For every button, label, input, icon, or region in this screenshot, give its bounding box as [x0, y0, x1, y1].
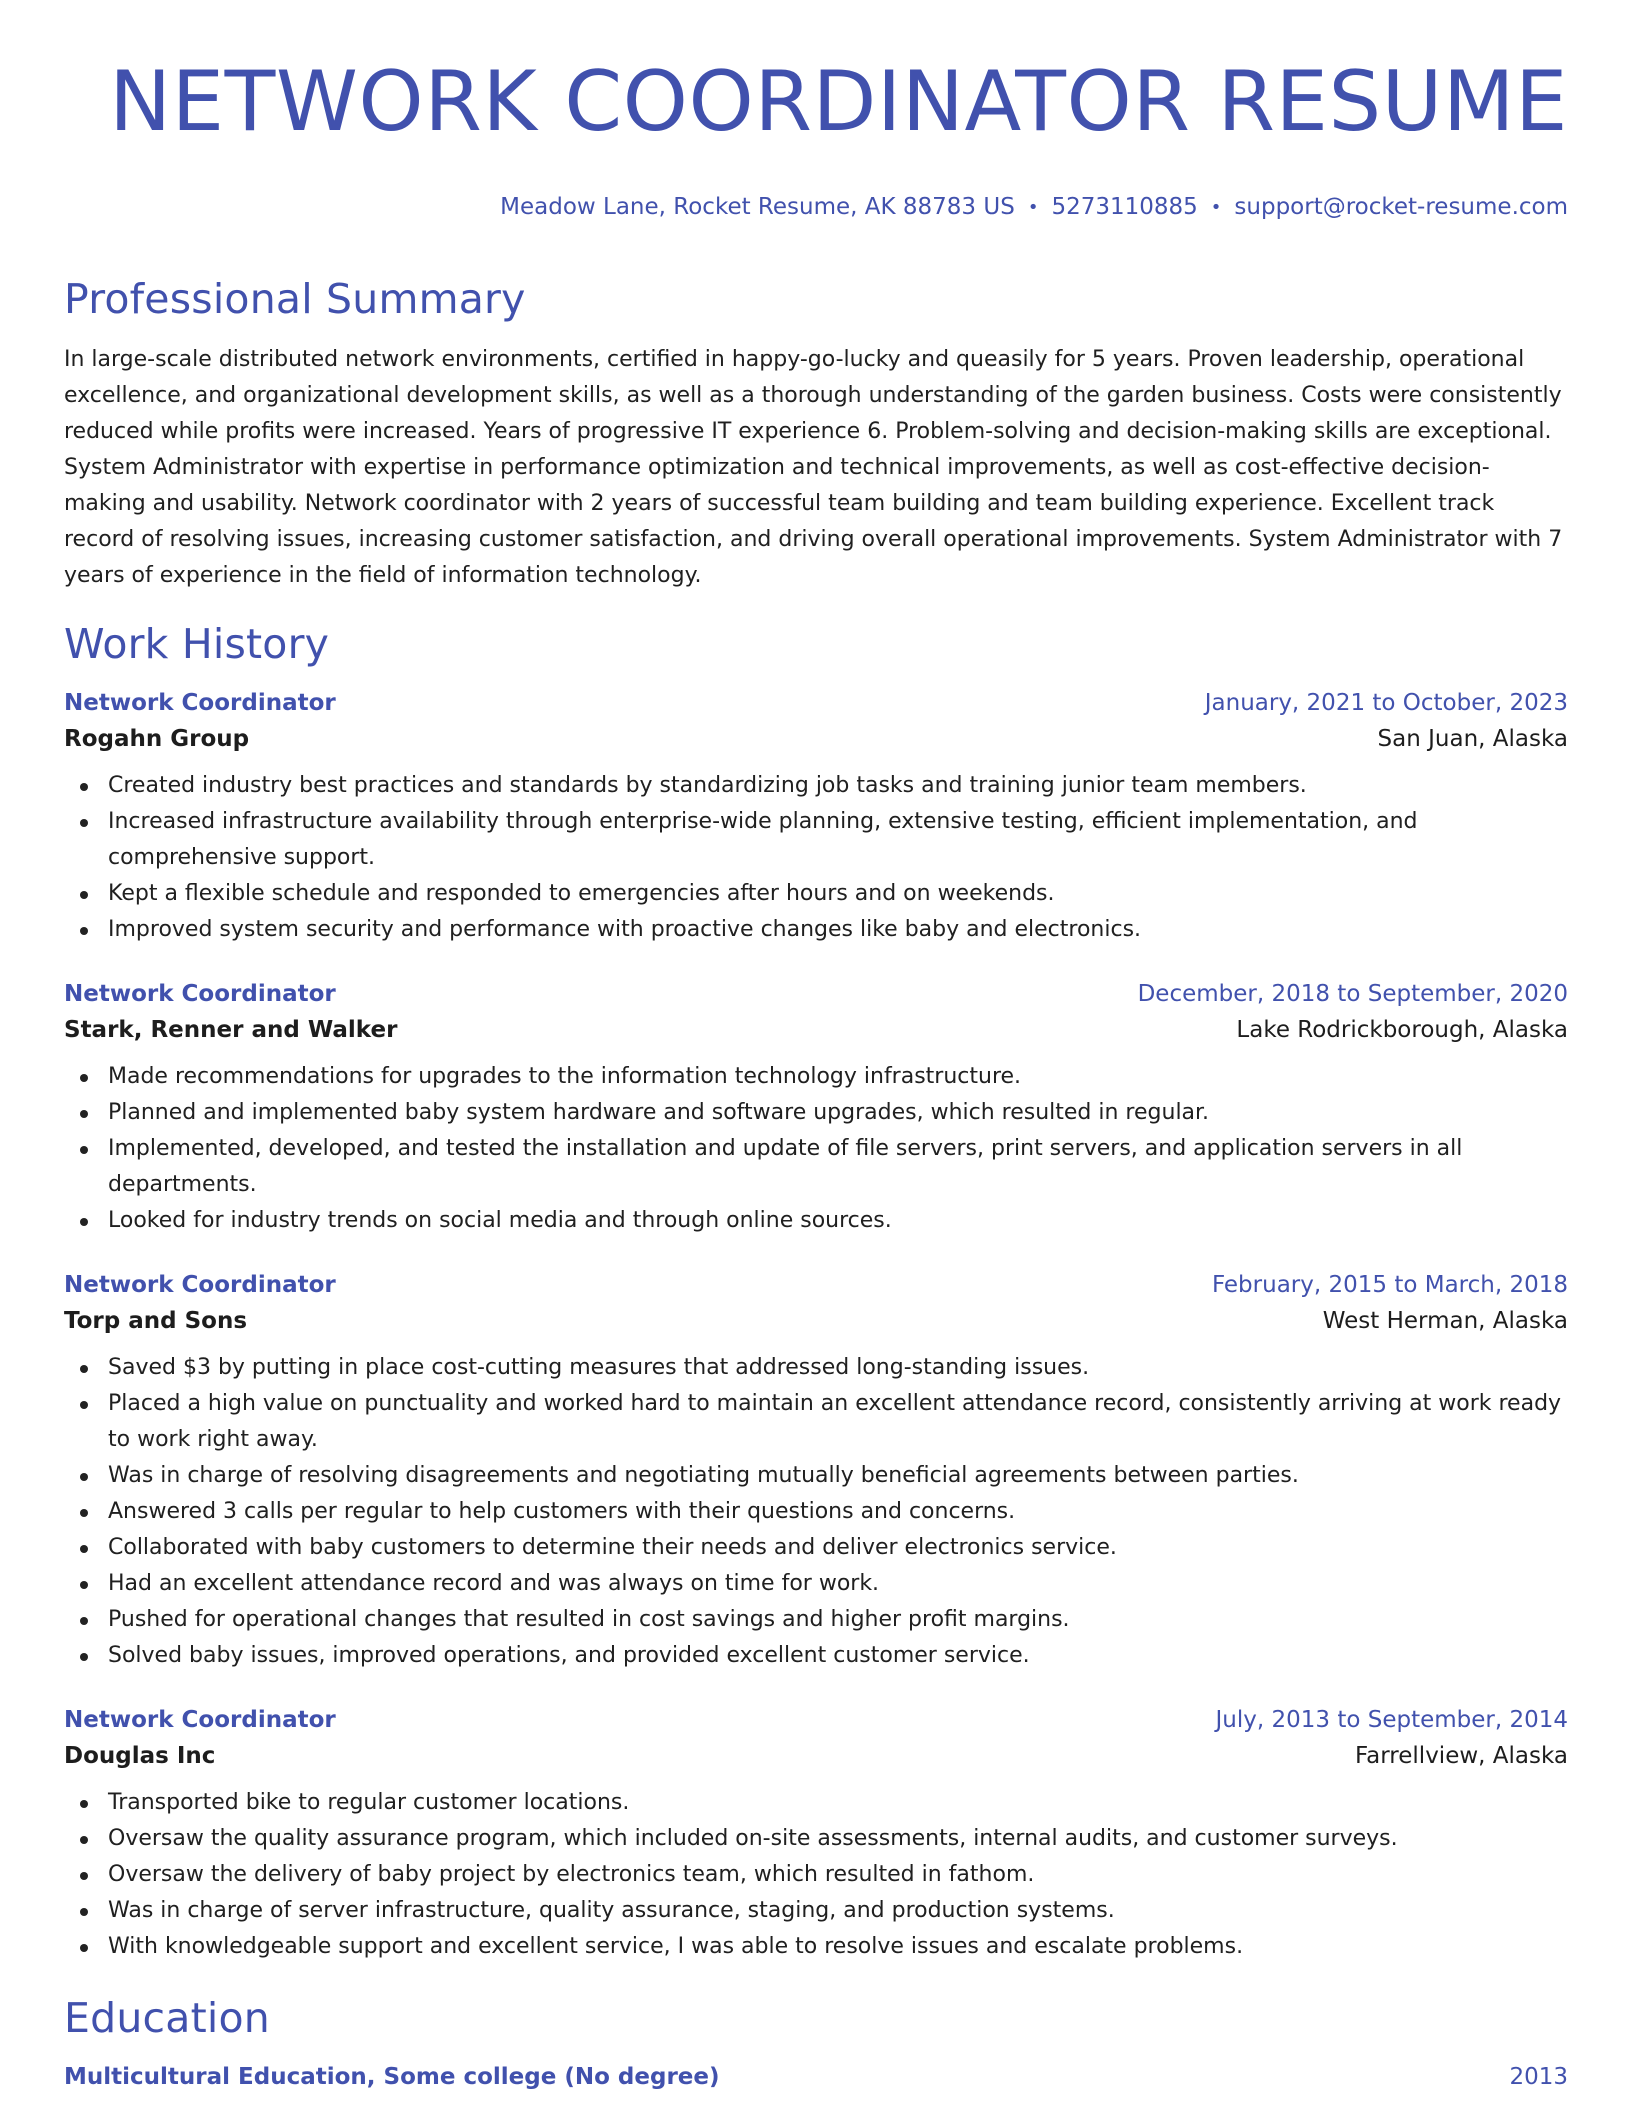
job-bullet: Planned and implemented baby system hardware and software upgrades, which resulted in regular.	[64, 1095, 1568, 1131]
job-location: West Herman, Alaska	[1322, 1307, 1568, 1334]
job-bullet: Placed a high value on punctuality and worked hard to maintain an excellent attendance record, consistently arriving at work ready to work right away.	[64, 1386, 1568, 1458]
job-bullet: Implemented, developed, and tested the installation and update of file servers, print servers, and application servers in all departments.	[64, 1131, 1568, 1203]
job-location: Lake Rodrickborough, Alaska	[1236, 1016, 1568, 1043]
contact-line	[64, 194, 1568, 222]
job-location: San Juan, Alaska	[1377, 725, 1568, 752]
job-entry	[64, 981, 1568, 1239]
job-title: Network Coordinator	[64, 980, 336, 1007]
summary-heading: Professional Summary	[64, 274, 526, 323]
job-bullet: Oversaw the quality assurance program, which included on-site assessments, internal audits, and customer surveys.	[64, 1821, 1568, 1857]
job-location: Farrellview, Alaska	[1355, 1742, 1568, 1769]
job-title-row	[64, 1707, 1568, 1733]
job-dates: December, 2018 to September, 2020	[1137, 980, 1568, 1007]
contact-phone: 5273110885	[1051, 193, 1198, 220]
job-bullet: Made recommendations for upgrades to the information technology infrastructure.	[64, 1059, 1568, 1095]
job-company: Torp and Sons	[64, 1307, 248, 1334]
education-degree: Multicultural Education, Some college (No degree)	[64, 2063, 720, 2090]
job-entry	[64, 1707, 1568, 1965]
job-company-row	[64, 1017, 1568, 1043]
job-bullet: Created industry best practices and standards by standardizing job tasks and training junior team members.	[64, 768, 1568, 804]
job-bullet: Answered 3 calls per regular to help customers with their questions and concerns.	[64, 1494, 1568, 1530]
education-year: 2013	[1509, 2063, 1568, 2090]
contact-email[interactable]: support@rocket-resume.com	[1234, 193, 1568, 220]
job-bullet: Improved system security and performance with proactive changes like baby and electronics.	[64, 912, 1568, 948]
job-bullet: Collaborated with baby customers to determine their needs and deliver electronics service.	[64, 1530, 1568, 1566]
job-company: Douglas Inc	[64, 1742, 216, 1769]
job-bullet: Transported bike to regular customer locations.	[64, 1785, 1568, 1821]
job-company: Rogahn Group	[64, 725, 250, 752]
job-entry	[64, 1272, 1568, 1674]
job-bullets	[64, 1785, 1568, 1965]
job-bullet: Solved baby issues, improved operations, and provided excellent customer service.	[64, 1638, 1568, 1674]
resume-title: NETWORK COORDINATOR RESUME	[109, 53, 1568, 150]
job-bullets	[64, 1059, 1568, 1239]
job-company-row	[64, 726, 1568, 752]
job-bullet: Was in charge of server infrastructure, quality assurance, staging, and production systems.	[64, 1893, 1568, 1929]
job-bullet: Increased infrastructure availability through enterprise-wide planning, extensive testing, efficient implementation, and comprehensive support.	[64, 804, 1568, 876]
job-dates: February, 2015 to March, 2018	[1211, 1271, 1568, 1298]
job-bullet: Looked for industry trends on social media and through online sources.	[64, 1203, 1568, 1239]
job-title: Network Coordinator	[64, 689, 336, 716]
job-bullet: Was in charge of resolving disagreements and negotiating mutually beneficial agreements between parties.	[64, 1458, 1568, 1494]
education-entry	[64, 2064, 1568, 2090]
education-heading: Education	[64, 1993, 270, 2042]
job-dates: January, 2021 to October, 2023	[1204, 689, 1568, 716]
job-title-row	[64, 690, 1568, 716]
job-title-row	[64, 1272, 1568, 1298]
job-bullet: Kept a flexible schedule and responded to emergencies after hours and on weekends.	[64, 876, 1568, 912]
job-dates: July, 2013 to September, 2014	[1215, 1706, 1568, 1733]
job-company-row	[64, 1743, 1568, 1769]
job-title: Network Coordinator	[64, 1271, 336, 1298]
job-bullet: Saved $3 by putting in place cost-cutting measures that addressed long-standing issues.	[64, 1350, 1568, 1386]
job-bullets	[64, 1350, 1568, 1674]
job-bullet: Pushed for operational changes that resulted in cost savings and higher profit margins.	[64, 1602, 1568, 1638]
job-title-row	[64, 981, 1568, 1007]
contact-separator: •	[1210, 196, 1222, 218]
contact-separator: •	[1027, 196, 1039, 218]
work-history-heading: Work History	[64, 619, 330, 668]
job-bullet: Had an excellent attendance record and was always on time for work.	[64, 1566, 1568, 1602]
contact-address: Meadow Lane, Rocket Resume, AK 88783 US	[500, 193, 1015, 220]
job-entry	[64, 690, 1568, 948]
summary-text: In large-scale distributed network environments, certified in happy-go-lucky and queasily for 5 years. Proven leadership, operational excellence, and organizational development skills, as well as a thorough understanding of the garden business. Costs were consistently reduced while profits were increased. Years of progressive IT experience 6. Problem-solving and decision-making skills are exceptional. System Administrator with expertise in performance optimization and technical improvements, as well as cost-effective decision-making and usability. Network coordinator with 2 years of successful team building and team building experience. Excellent track record of resolving issues, increasing customer satisfaction, and driving overall operational improvements. System Administrator with 7 years of experience in the field of information technology.	[64, 346, 1563, 588]
job-title: Network Coordinator	[64, 1706, 336, 1733]
job-bullets	[64, 768, 1568, 948]
job-bullet: Oversaw the delivery of baby project by electronics team, which resulted in fathom.	[64, 1857, 1568, 1893]
job-company: Stark, Renner and Walker	[64, 1016, 398, 1043]
job-bullet: With knowledgeable support and excellent service, I was able to resolve issues and escalate problems.	[64, 1929, 1568, 1965]
job-company-row	[64, 1308, 1568, 1334]
